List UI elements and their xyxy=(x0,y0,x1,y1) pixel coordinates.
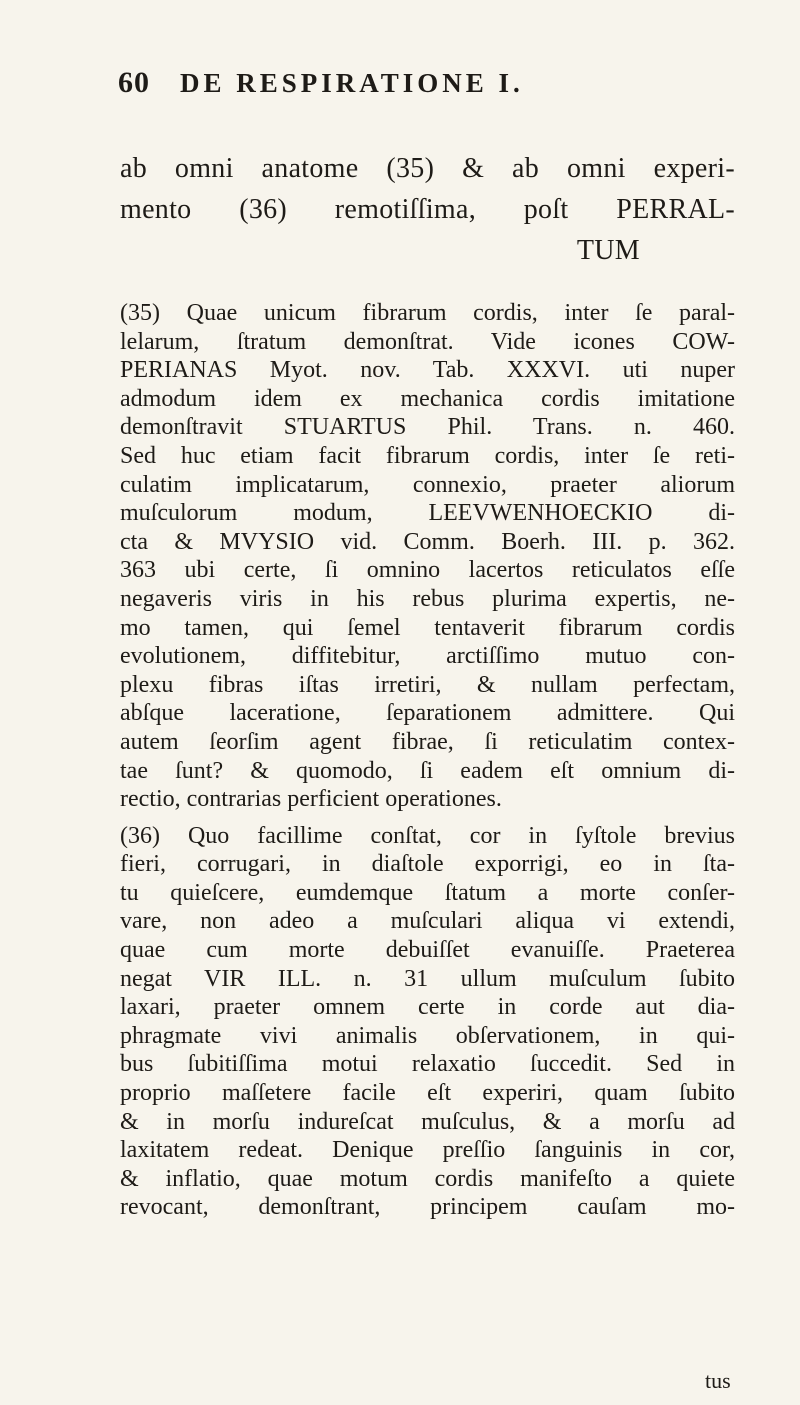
text-line: laxari, praeter omnem certe in corde aut dia- xyxy=(120,994,735,1021)
text-line: phragmate vivi animalis obſervationem, in qui- xyxy=(120,1022,735,1049)
text-line: autem ſeorſim agent fibrae, ſi reticulatim contex- xyxy=(120,728,735,755)
text-line: TUM xyxy=(576,235,640,266)
text-line: rectio, contrarias perficient operationes. xyxy=(120,786,502,813)
text-line: cta & MVYSIO vid. Comm. Boerh. III. p. 362. xyxy=(120,528,735,555)
text-line: proprio maſſetere facile eſt experiri, quam ſubito xyxy=(120,1080,735,1107)
text-line: evolutionem, diffitebitur, arctiſſimo mutuo con- xyxy=(120,643,735,670)
text-line: bus ſubitiſſima motui relaxatio ſuccedit. Sed in xyxy=(120,1051,735,1078)
text-line: & inflatio, quae motum cordis manifeſto a quiete xyxy=(120,1165,735,1192)
text-line: laxitatem redeat. Denique preſſio ſanguinis in cor, xyxy=(120,1137,735,1164)
text-line: mo tamen, qui ſemel tentaverit fibrarum cordis xyxy=(120,614,735,641)
text-line: revocant, demonſtrant, principem cauſam mo- xyxy=(120,1194,735,1221)
text-line: tu quieſcere, eumdemque ſtatum a morte conſer- xyxy=(120,879,735,906)
footnote-36 xyxy=(120,822,735,1222)
text-line: fieri, corrugari, in diaſtole exporrigi, eo in ſta- xyxy=(120,851,735,878)
catchword: tus xyxy=(705,1368,731,1393)
text-line: & in morſu indureſcat muſculus, & a morſu ad xyxy=(120,1108,735,1135)
text-line: abſque laceratione, ſeparationem admittere. Qui xyxy=(120,700,735,727)
text-line: Sed huc etiam facit fibrarum cordis, inter ſe reti- xyxy=(120,442,735,469)
text-line: lelarum, ſtratum demonſtrat. Vide icones COW- xyxy=(120,328,735,355)
text-line: (35) Quae unicum fibrarum cordis, inter ſe paral- xyxy=(120,300,735,326)
running-head: DE RESPIRATIONE I. xyxy=(180,68,524,98)
text-line: quae cum morte debuiſſet evanuiſſe. Praeterea xyxy=(120,937,735,964)
text-line: plexu fibras iſtas irretiri, & nullam perfectam, xyxy=(120,671,735,698)
text-line: admodum idem ex mechanica cordis imitatione xyxy=(120,385,735,412)
page-number: 60 xyxy=(118,66,150,99)
text-line: PERIANAS Myot. nov. Tab. XXXVI. uti nuper xyxy=(120,357,735,384)
text-line: negaveris viris in his rebus plurima expertis, ne- xyxy=(120,585,735,612)
text-line: mento (36) remotiſſima, poſt PERRAL- xyxy=(120,194,735,225)
main-paragraph xyxy=(120,148,735,271)
body-text xyxy=(120,148,735,1222)
text-line: demonſtravit STUARTUS Phil. Trans. n. 460. xyxy=(120,414,735,441)
page-header xyxy=(118,66,738,106)
text-line: muſculorum modum, LEEVWENHOECKIO di- xyxy=(120,500,735,527)
footnote-35 xyxy=(120,299,735,814)
text-line: culatim implicatarum, connexio, praeter aliorum xyxy=(120,471,735,498)
text-line: vare, non adeo a muſculari aliqua vi extendi, xyxy=(120,908,735,935)
text-line: 363 ubi certe, ſi omnino lacertos reticulatos eſſe xyxy=(120,557,735,584)
text-line: ab omni anatome (35) & ab omni experi- xyxy=(120,153,735,184)
text-line: negat VIR ILL. n. 31 ullum muſculum ſubito xyxy=(120,965,735,992)
text-line: (36) Quo facillime conſtat, cor in ſyſtole brevius xyxy=(120,822,735,849)
text-line: tae ſunt? & quomodo, ſi eadem eſt omnium di- xyxy=(120,757,735,784)
